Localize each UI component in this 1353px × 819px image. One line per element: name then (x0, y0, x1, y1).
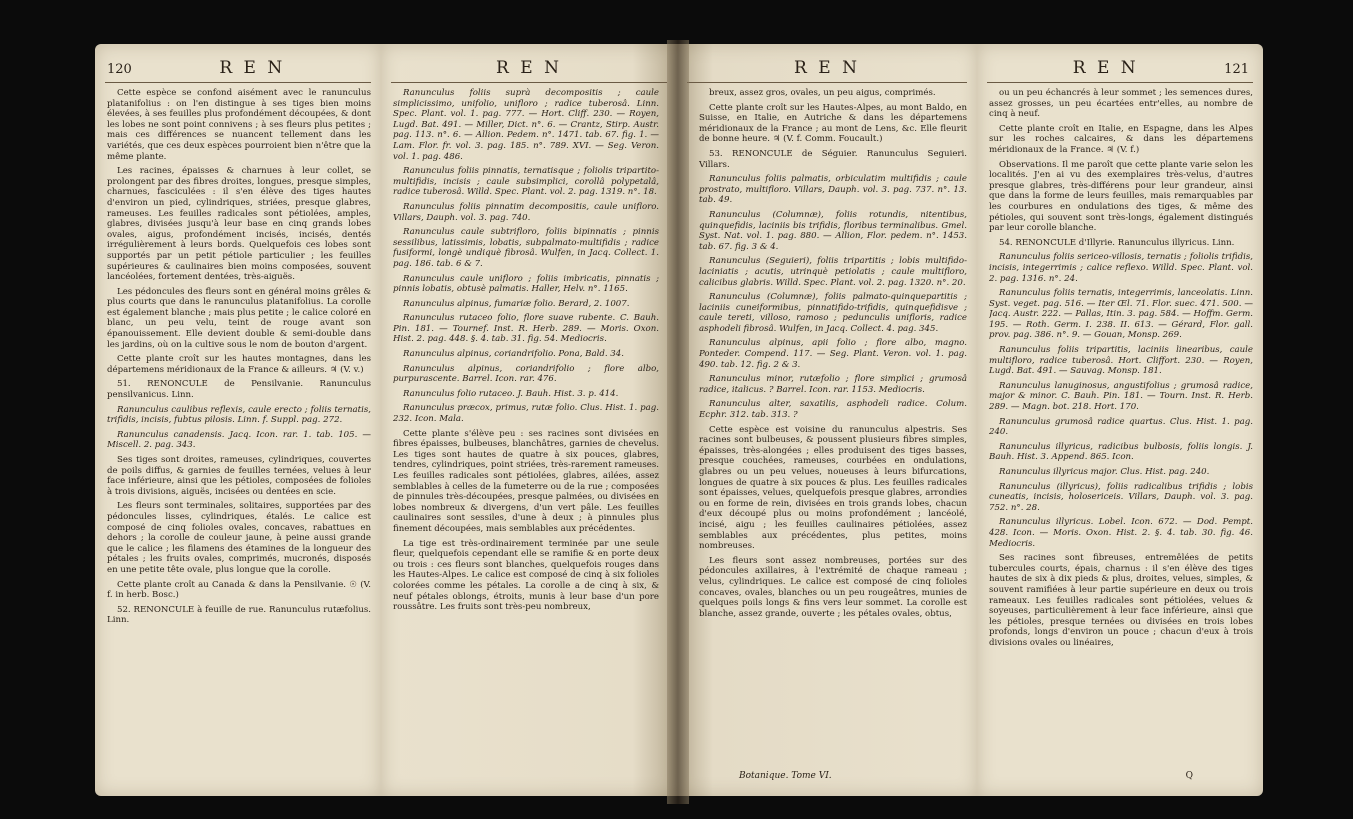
paragraph: Cette plante croît sur les Hautes-Alpes, au mont Baldo, en Suisse, en Italie, en Autriche & dans les départemens méridionaux de la France ; au mont de Lens, &c. Elle fleurit de bonne heure. ♃ (V. f. Comm. Foucault.) (699, 102, 967, 145)
running-head (381, 58, 677, 84)
head-rule (105, 82, 371, 83)
head-rule (391, 82, 667, 83)
paragraph: Cette plante croît en Italie, en Espagne, dans les Alpes sur les roches calcaires, & dans les départemens méridionaux de la France. ♃ (V. f.) (989, 123, 1253, 155)
running-head-text: R E N (219, 58, 286, 78)
page-121 (977, 44, 1263, 796)
species-heading: 51. RENONCULE de Pensilvanie. Ranunculus pensilvanicus. Linn. (107, 379, 371, 401)
paragraph: Cette plante croît au Canada & dans la Pensilvanie. ☉ (V. f. in herb. Bosc.) (107, 579, 371, 601)
paragraph: Les fleurs sont assez nombreuses, portées sur des pédoncules axillaires, à l'extrémité de chaque rameau ; velus, cylindriques. Le calice est composé de cinq folioles concaves, ovales, blanches ou un peu rougeâtres, munies de quelques poils longs & fins vers leur sommet. La corolle est blanche, assez grande, ouverte ; les pétales ovales, obtus, (699, 555, 967, 619)
synonym: Ranunculus illyricus major. Clus. Hist. pag. 240. (999, 467, 1210, 477)
synonym: Ranunculus alpinus, coriandrifolio ; flore albo, purpurascente. Barrel. Icon. rar. 476. (393, 363, 659, 385)
text-column (989, 88, 1253, 788)
paragraph: Ses tiges sont droites, rameuses, cylindriques, couvertes de poils diffus, & garnies de feuilles ternées, velues à leur face inférieure, ainsi que les pétioles, composées de folioles à trois divisions, aiguës, incisées ou dentées en scie. (107, 455, 371, 497)
synonym: Ranunculus præcox, primus, rutæ folio. Clus. Hist. 1. pag. 232. Icon. Mala. (393, 403, 659, 425)
synonym: Ranunculus minor, rutæfolio ; flore simplici ; grumosâ radice, italicus. ? Barrel. Icon. rar. 1153. Mediocris. (699, 374, 967, 395)
synonym: Ranunculus (Seguieri), foliis tripartitis ; lobis multifido-laciniatis ; acutis, utrinquè petiolatis ; caule multifloro, calicibus glabris. Willd. Spec. Plant. vol. 2. pag. 1320. n°. 20. (699, 256, 967, 288)
synonym: Ranunculus (Columnæ), foliis palmato-quinquepartitis ; laciniis cuneiformibus, pinnatifido-trifidis, quinquefidisve ; caule tereti, villoso, ramoso ; pedunculis unifloris, radice asphodeli fibrosâ. Wulfen, in Jacq. Collect. 4. pag. 345. (699, 292, 967, 334)
synonym: Ranunculus foliis pinnatis, ternatisque ; foliolis tripartito-multifidis, incisis ; caule subsimplici, corollâ polypetalâ, radice tuberosâ. Willd. Spec. Plant. vol. 2. pag. 1319. n°. 18. (393, 166, 659, 198)
paragraph: La tige est très-ordinairement terminée par une seule fleur, quelquefois cependant elle se ramifie & en porte deux ou trois : ces fleurs sont blanches, quelquefois rouges dans les Hautes-Alpes. Le calice est composé de cinq à six folioles colorées comme les pétales. La corolle a de cinq à six, & neuf pétales oblongs, étroits, munis à leur base d'un pore roussâtre. Les fruits sont très-peu nombreux, (393, 538, 659, 613)
paragraph: Les racines, épaisses & charnues à leur collet, se prolongent par des fibres droites, longues, presque simples, charnues, fasciculées : il s'en élève des tiges hautes d'environ un pied, cylindriques, striées, presque glabres, rameuses. Les feuilles radicales sont pétiolées, amples, glabres, divisées jusqu'à leur base en cinq grands lobes ovales, aigus, profondément incisés, incisés, dentés irrégulièrement à leurs bords. Quelquefois ces lobes sont supportés par un petit pétiole particulier ; les feuilles supérieures & caulinaires bien moins composées, souvent lancéolées, fortement dentées, très-aiguës. (107, 166, 371, 283)
running-head (977, 58, 1263, 84)
text-column (699, 88, 967, 788)
paragraph: Cette espèce se confond aisément avec le ranunculus platanifolius : on l'en distingue à ses tiges bien moins élevées, à ses feuilles plus profondément découpées, & dont les lobes ne sont point connivens ; à ses fleurs plus petites ; mais ces différences se nuancent tellement dans les variétés, que ces deux espèces pourroient bien n'être que la même plante. (107, 88, 371, 162)
page-120-right-column (381, 44, 677, 796)
synonym: Ranunculus canadensis. Jacq. Icon. rar. 1. tab. 105. — Miscell. 2. pag. 343. (107, 429, 371, 451)
species-heading: 52. RENONCULE à feuille de rue. Ranunculus rutæfolius. Linn. (107, 604, 371, 626)
species-heading: 53. RENONCULE de Séguier. Ranunculus Seguieri. Villars. (699, 148, 967, 170)
synonym: Ranunculus lanuginosus, angustifolius ; grumosâ radice, major & minor. C. Bauh. Pin. 181. — Tourn. Inst. R. Herb. 289. — Magn. bot. 218. Hort. 170. (989, 380, 1253, 413)
synonym: Ranunculus (illyricus), foliis radicalibus trifidis ; lobis cuneatis, incisis, holosericeis. Villars, Dauph. vol. 3. pag. 752. n°. 28. (989, 481, 1253, 513)
running-head-text: R E N (1072, 58, 1139, 78)
paragraph: Les pédoncules des fleurs sont en général moins grêles & plus courts que dans le ranunculus platanifolius. La corolle est également blanche ; mais plus petite ; le calice coloré en blanc, un peu velu, teint de rouge avant son épanouissement. Elle devient double & semi-double dans les jardins, où on la cultive sous le nom de bouton d'argent. (107, 286, 371, 350)
text-column (393, 88, 659, 788)
page-120 (95, 44, 381, 796)
synonym: Ranunculus foliis suprà decompositis ; caule simplicissimo, unifolio, unifloro ; radice tuberosâ. Linn. Spec. Plant. vol. 1. pag. 777. — Hort. Cliff. 230. — Royen, Lugd. Bat. 491. — Miller, Dict. n°. 6. — Crantz, Stirp. Austr. pag. 113. n°. 6. — Allion. Pedem. n°. 1471. tab. 67. fig. 1. — Lam. Flor. fr. vol. 3. pag. 185. n°. 789. XVI. — Seg. Veron. vol. 1. pag. 486. (393, 88, 659, 162)
page-number: 120 (107, 62, 132, 77)
head-rule (987, 82, 1253, 83)
running-head-text: R E N (496, 58, 562, 78)
paragraph: ou un peu échancrés à leur sommet ; les semences dures, assez grosses, un peu écartées entr'elles, au nombre de cinq à neuf. (989, 88, 1253, 120)
synonym: Ranunculus illyricus, radicibus bulbosis, foliis longis. J. Bauh. Hist. 3. Append. 865. Icon. (989, 441, 1253, 463)
paragraph: breux, assez gros, ovales, un peu aigus, comprimés. (709, 88, 936, 98)
paragraph: Cette espèce est voisine du ranunculus alpestris. Ses racines sont bulbeuses, & poussent plusieurs fibres simples, épaisses, très-alongées ; elles produisent des tiges basses, presque couchées, rameuses, courbées en ondulations, glabres ou un peu velues, noueuses à leurs bifurcations, longues de quatre à six pouces & plus. Les feuilles radicales sont épaisses, velues, quelquefois presque glabres, arrondies ou en forme de rein, divisées en trois grands lobes, chacun d'eux découpé plus ou moins profondément ; lancéolé, incisé, aigu ; les feuilles caulinaires pétiolées, assez semblables aux précédentes, plus petites, moins nombreuses. (699, 424, 967, 552)
synonym: Ranunculus rutaceo folio, flore suave rubente. C. Bauh. Pin. 181. — Tournef. Inst. R. Herb. 289. — Moris. Oxon. Hist. 2. pag. 448. §. 4. tab. 31. fig. 54. Mediocris. (393, 313, 659, 345)
synonym: Ranunculus alpinus, fumariæ folio. Berard, 2. 1007. (403, 298, 630, 309)
paragraph: Ses racines sont fibreuses, entremêlées de petits tubercules courts, épais, charnus : il s'en élève des tiges hautes de six à dix pieds & plus, droites, velues, simples, & souvent ramifiées à leur partie supérieure en deux ou trois rameaux. Les feuilles radicales sont pétiolées, velues & soyeuses, particulièrement à leur face inférieure, ainsi que les pétioles, presque ternées ou divisées en trois lobes profonds, longs d'environ un pouce ; chacun d'eux à trois divisions ovales ou linéaires, (989, 553, 1253, 648)
paragraph: Observations. Il me paroît que cette plante varie selon les localités. J'en ai vu des exemplaires très-velus, d'autres presque glabres, très-différens pour leur grandeur, ainsi que dans la forme de leurs feuilles, mais remarquables par les courbures en ondulations des tiges, & même des pétioles, qui souvent sont très-longs, également distingués par leur corolle blanche. (989, 159, 1253, 234)
species-heading: 54. RENONCULE d'Illyrie. Ranunculus illyricus. Linn. (999, 237, 1235, 248)
head-rule (687, 82, 967, 83)
synonym: Ranunculus caulibus reflexis, caule erecto ; foliis ternatis, trifidis, incisis, fubtus pilosis. Linn. f. Suppl. pag. 272. (107, 404, 371, 426)
synonym: Ranunculus foliis ternatis, integerrimis, lanceolatis. Linn. Syst. veget. pag. 516. — Iter Œl. 71. Flor. suec. 471. 500. — Jacq. Austr. 222. — Pallas, Itin. 3. pag. 584. — Hoffm. Germ. 195. — Roth. Germ. I. 238. II. 613. — Gérard, Flor. gall. prov. pag. 386. n°. 9. — Gouan, Monsp. 269. (989, 288, 1253, 341)
synonym: Ranunculus grumosâ radice quartus. Clus. Hist. 1. pag. 240. (989, 416, 1253, 438)
running-head (677, 58, 977, 84)
running-head (95, 58, 381, 84)
synonym: Ranunculus alpinus, coriandrifolio. Pona, Bald. 34. (403, 349, 624, 360)
synonym: Ranunculus foliis tripartitis, laciniis linearibus, caule multifloro, radice tuberosâ. Hort. Cliffort. 230. — Royen, Lugd. Bat. 491. — Sauvag. Monsp. 181. (989, 345, 1253, 377)
synonym: Ranunculus caule unifloro ; foliis imbricatis, pinnatis ; pinnis lobatis, obtusè palmatis. Haller, Helv. n°. 1165. (393, 273, 659, 295)
synonym: Ranunculus foliis pinnatim decompositis, caule unifloro. Villars, Dauph. vol. 3. pag. 740. (393, 201, 659, 223)
signature-mark: Q (1185, 771, 1193, 782)
page-number: 121 (1224, 62, 1249, 77)
synonym: Ranunculus foliis sericeo-villosis, ternatis ; foliolis trifidis, incisis, integerrimis ; calice reflexo. Willd. Spec. Plant. vol. 2. pag. 1316. n°. 24. (989, 252, 1253, 284)
open-book (95, 44, 1263, 804)
paragraph: Cette plante croît sur les hautes montagnes, dans les départemens méridionaux de la France & ailleurs. ♃ (V. v.) (107, 354, 371, 375)
book-gutter (667, 40, 689, 804)
synonym: Ranunculus foliis palmatis, orbiculatim multifidis ; caule prostrato, multifloro. Villars, Dauph. vol. 3. pag. 737. n°. 13. tab. 49. (699, 174, 967, 206)
paragraph: Les fleurs sont terminales, solitaires, supportées par des pédoncules lisses, cylindriques, étalés. Le calice est composé de cinq folioles ovales, concaves, rabattues en dehors ; la corolle de couleur jaune, à peine aussi grande que le calice ; les filamens des étamines de la longueur des pétales ; les fruits ovales, comprimés, mucronés, disposés en une petite tête ovale, plus longue que la corolle. (107, 501, 371, 575)
paragraph: Cette plante s'élève peu : ses racines sont divisées en fibres épaisses, bulbeuses, blanchâtres, garnies de chevelus. Les tiges sont hautes de quatre à six pouces, glabres, tendres, cylindriques, point striées, très-rarement rameuses. Les feuilles radicales sont pétiolées, glabres, ailées, assez semblables à celles de la fumeterre ou de la rue ; composées de pinnules très-découpées, presque palmées, ou divisées en lobes nombreux & divergens, d'un vert pâle. Les feuilles caulinaires sont sessiles, d'une à deux ; à pinnules plus finement découpées, mais semblables aux précédentes. (393, 428, 659, 534)
running-head-text: R E N (794, 58, 860, 78)
synonym: Ranunculus illyricus. Lobel. Icon. 672. — Dod. Pempt. 428. Icon. — Moris. Oxon. Hist. 2. §. 4. tab. 30. fig. 46. Mediocris. (989, 517, 1253, 549)
synonym: Ranunculus folio rutaceo. J. Bauh. Hist. 3. p. 414. (403, 388, 619, 399)
synonym: Ranunculus caule subtrifloro, foliis bipinnatis ; pinnis sessilibus, latissimis, lobatis, subpalmato-multifidis ; radice fusiformi, longè undiquè fibrosâ. Wulfen, in Jacq. Collect. 1. pag. 186. tab. 6 & 7. (393, 227, 659, 269)
text-column (107, 88, 371, 788)
volume-signature: Botanique. Tome VI. (739, 771, 832, 782)
synonym: Ranunculus (Columnæ), foliis rotundis, nitentibus, quinquefidis, laciniis bis trifidis, floribus terminalibus. Gmel. Syst. Nat. vol. 1. pag. 880. — Allion, Flor. pedem. n°. 1453. tab. 67. fig. 3 & 4. (699, 209, 967, 252)
synonym: Ranunculus alpinus, apii folio ; flore albo, magno. Ponteder. Compend. 117. — Seg. Plant. Veron. vol. 1. pag. 490. tab. 12. fig. 2 & 3. (699, 338, 967, 370)
page-121-left-column (677, 44, 977, 796)
synonym: Ranunculus alter, saxatilis, asphodeli radice. Colum. Ecphr. 312. tab. 313. ? (699, 399, 967, 421)
